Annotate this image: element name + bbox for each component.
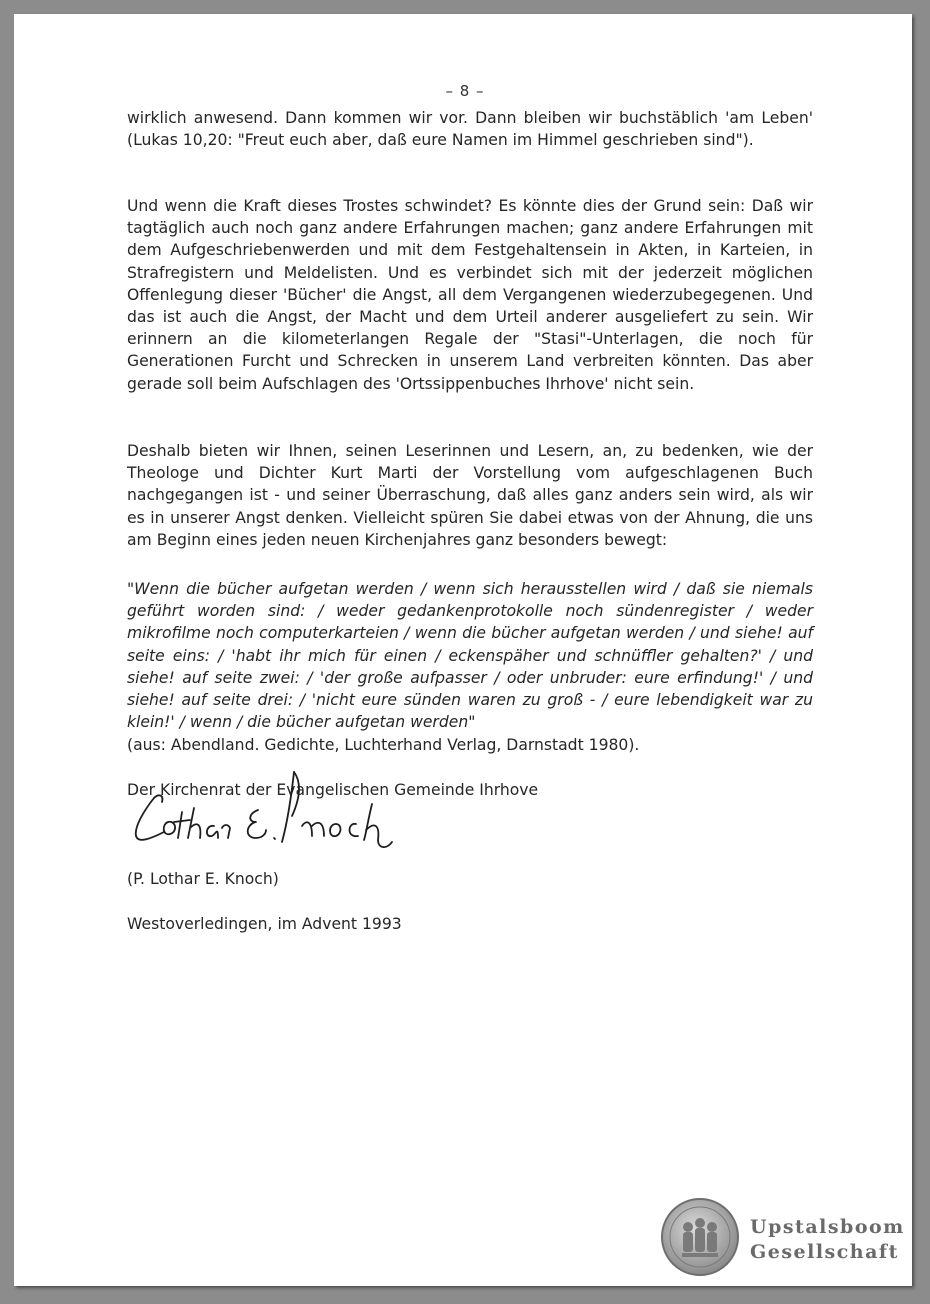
paragraph-3: Deshalb bieten wir Ihnen, seinen Leserinnen und Lesern, an, zu bedenken, wie der Theologe und Dichter Kurt Marti der Vorstellung vom aufgeschlagenen Buch nachgegangen ist - und seiner Überraschung, daß alles ganz anders sein wird, als wir es in unserer Angst denken. Vielleicht spüren Sie dabei etwas von der Ahnung, die uns am Beginn eines jeden neuen Kirchenjahres ganz besonders bewegt: (127, 442, 813, 549)
seal-icon (660, 1197, 740, 1277)
society-name-line-2: Gesellschaft (750, 1241, 899, 1263)
society-name-line-1: Upstalsboom (750, 1216, 905, 1238)
signatory-name: (P. Lothar E. Knoch) (127, 870, 279, 888)
quote-source: (aus: Abendland. Gedichte, Luchterhand Verlag, Darnstadt 1980). (127, 736, 640, 754)
page-number: – 8 – (445, 82, 485, 100)
signature-icon (124, 760, 414, 870)
place-and-date: Westoverledingen, im Advent 1993 (127, 915, 402, 933)
paragraph-2: Und wenn die Kraft dieses Trostes schwindet? Es könnte dies der Grund sein: Daß wir tagtäglich auch noch ganz andere Erfahrungen machen; ganz andere Erfahrungen mit dem Aufgeschriebenwerden und mit dem Festgehaltensein in Akten, in Karteien, in Strafregistern und Meldelisten. Und es verbindet sich mit der jederzeit möglichen Offenlegung dieser 'Bücher' die Angst, all dem Vergangenen wiederzubegegenen. Und das ist auch die Angst, der Macht und dem Urteil anderer ausgeliefert zu sein. Wir erinnern an die kilometerlangen Regale der "Stasi"-Unterlagen, die noch für Generationen Furcht und Schrecken in unserem Land verbreiten könnten. Das aber gerade soll beim Aufschlagen des 'Ortssippenbuches Ihrhove' nicht sein. (127, 197, 813, 393)
paragraph-1: wirklich anwesend. Dann kommen wir vor. Dann bleiben wir buchstäblich 'am Leben' (Lukas 10,20: "Freut euch aber, daß eure Namen im Himmel geschrieben sind"). (127, 109, 813, 150)
church-council-line: Der Kirchenrat der Evangelischen Gemeinde Ihrhove (127, 781, 539, 799)
poem-quote: "Wenn die bücher aufgetan werden / wenn sich herausstellen wird / daß sie niemals geführt worden sind: / weder gedankenprotokolle noch sündenregister / weder mikrofilme noch computerkarteien / wenn die bücher aufgetan werden / und siehe! auf seite eins: / 'habt ihr mich für einen / eckenspäher und schnüffler gehalten?' / und siehe! auf seite zwei: / 'der große aufpasser / oder unbruder: eure erfindung!' / und siehe! auf seite drei: / 'nicht eure sünden waren zu groß - / eure lebendigkeit war zu klein!' / wenn / die bücher aufgetan werden" (127, 580, 813, 732)
society-watermark (750, 1215, 905, 1265)
